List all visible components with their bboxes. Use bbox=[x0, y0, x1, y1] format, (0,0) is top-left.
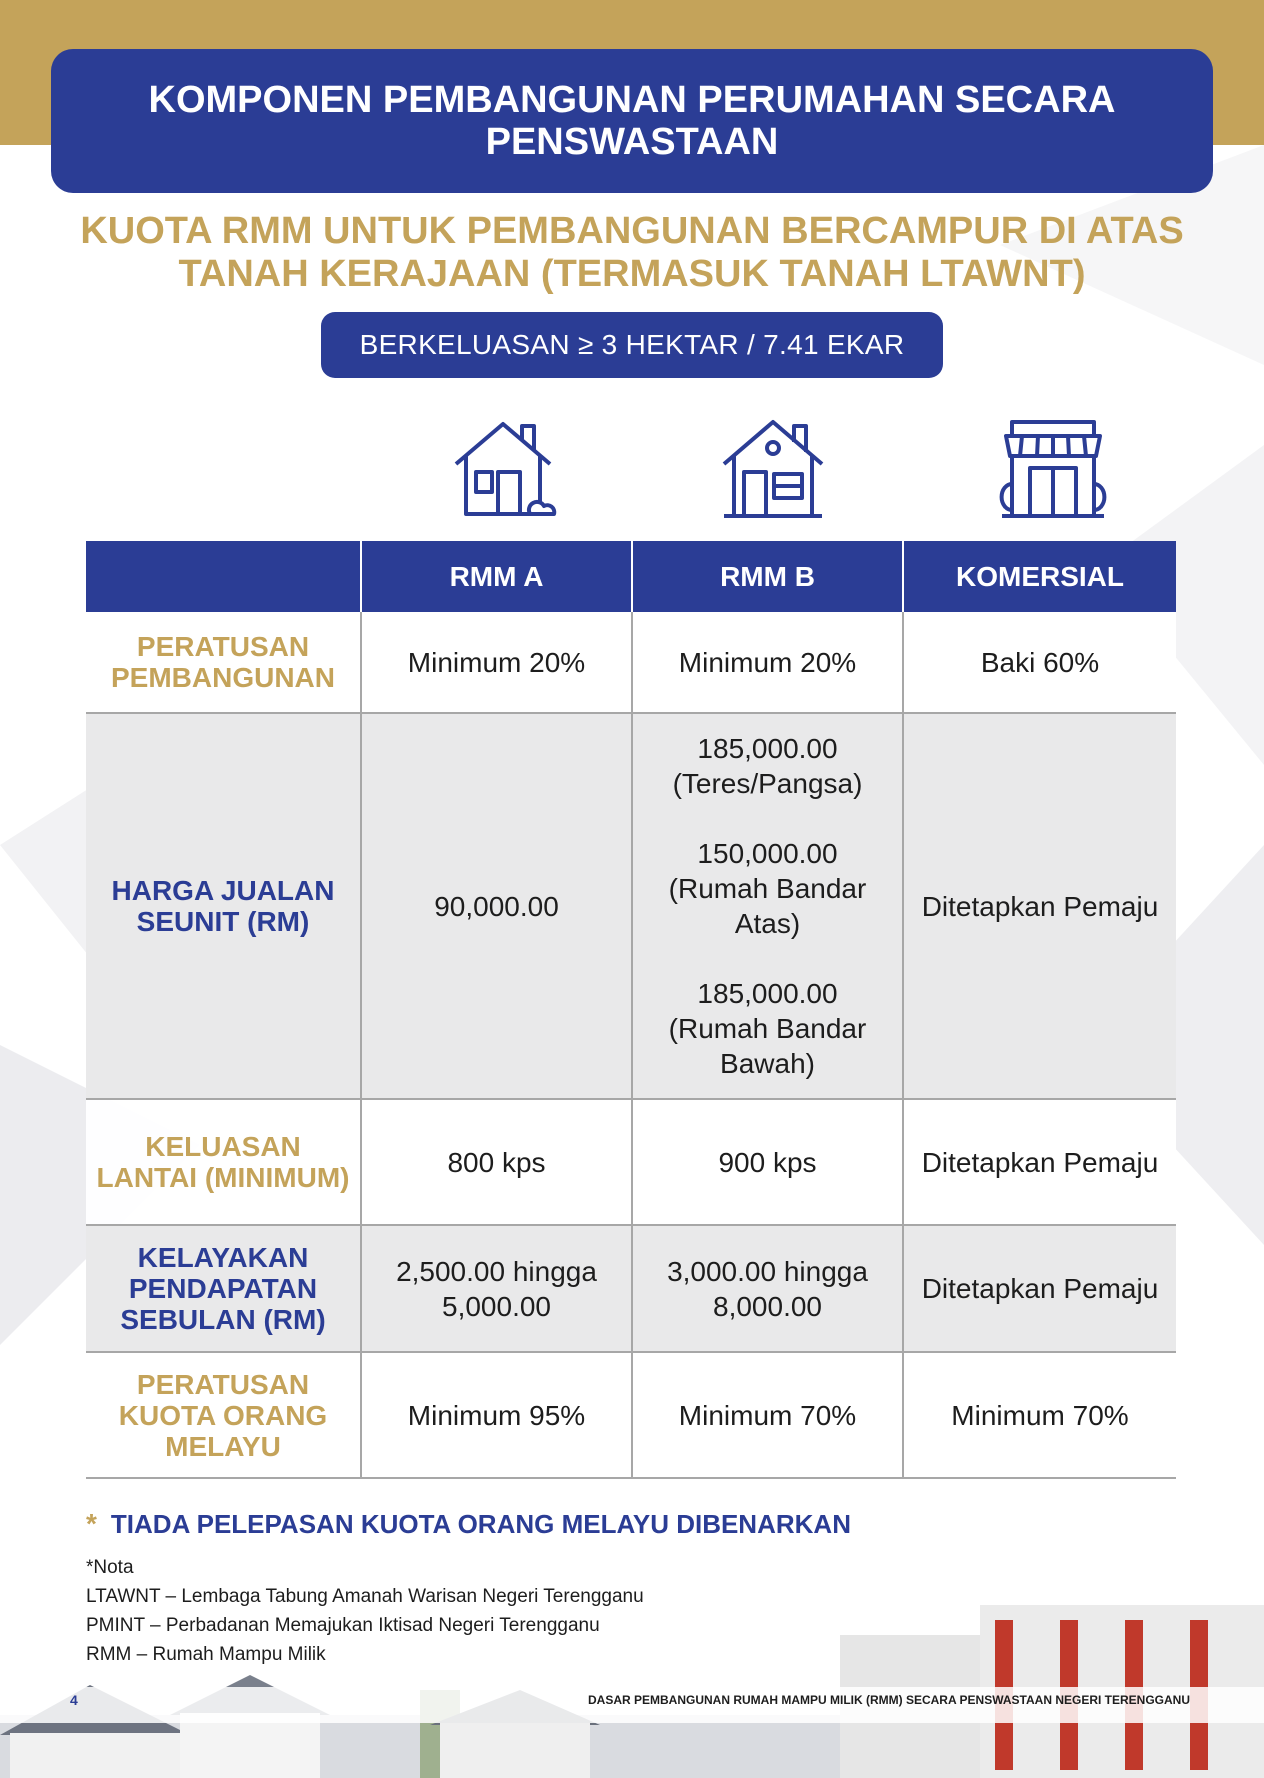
table-cell: Ditetapkan Pemaju bbox=[903, 713, 1176, 1099]
page-number: 4 bbox=[70, 1692, 78, 1708]
note-line: LTAWNT – Lembaga Tabung Amanah Warisan Negeri Terengganu bbox=[86, 1586, 644, 1607]
row-label: KELAYAKAN PENDAPATAN SEBULAN (RM) bbox=[86, 1225, 361, 1352]
table-cell: Minimum 70% bbox=[903, 1352, 1176, 1478]
page-title: KOMPONEN PEMBANGUNAN PERUMAHAN SECARA PENSWASTAAN bbox=[51, 49, 1213, 193]
table-row bbox=[86, 1225, 1176, 1352]
page-footer bbox=[70, 1688, 1190, 1712]
section-subtitle: KUOTA RMM UNTUK PEMBANGUNAN BERCAMPUR DI ATAS TANAH KERAJAAN (TERMASUK TANAH LTAWNT) bbox=[80, 210, 1184, 295]
table-row bbox=[86, 1099, 1176, 1225]
house-with-window-icon bbox=[718, 414, 828, 524]
table-cell: Minimum 95% bbox=[361, 1352, 632, 1478]
row-label: KELUASAN LANTAI (MINIMUM) bbox=[86, 1099, 361, 1225]
table-cell: 3,000.00 hingga 8,000.00 bbox=[632, 1225, 903, 1352]
table-cell: 800 kps bbox=[361, 1099, 632, 1225]
row-label: PERATUSAN PEMBANGUNAN bbox=[86, 612, 361, 713]
table-cell: Minimum 70% bbox=[632, 1352, 903, 1478]
header-komersial: KOMERSIAL bbox=[903, 541, 1176, 612]
note-line: PMINT – Perbadanan Memajukan Iktisad Negeri Terengganu bbox=[86, 1615, 600, 1636]
header-rmm-b: RMM B bbox=[632, 541, 903, 612]
house-icon bbox=[448, 414, 558, 524]
table-cell: Minimum 20% bbox=[632, 612, 903, 713]
table-cell: 90,000.00 bbox=[361, 713, 632, 1099]
table-cell: 900 kps bbox=[632, 1099, 903, 1225]
area-requirement-badge: BERKELUASAN ≥ 3 HEKTAR / 7.41 EKAR bbox=[321, 312, 943, 378]
table-cell: 185,000.00 (Teres/Pangsa) 150,000.00 (Rumah Bandar Atas) 185,000.00 (Rumah Bandar Bawah) bbox=[632, 713, 903, 1099]
table-cell: Ditetapkan Pemaju bbox=[903, 1225, 1176, 1352]
row-label: PERATUSAN KUOTA ORANG MELAYU bbox=[86, 1352, 361, 1478]
malay-quota-note-text: TIADA PELEPASAN KUOTA ORANG MELAYU DIBENARKAN bbox=[110, 1508, 851, 1539]
rmm-quota-table bbox=[86, 541, 1176, 1479]
row-label: HARGA JUALAN SEUNIT (RM) bbox=[86, 713, 361, 1099]
table-row bbox=[86, 1352, 1176, 1478]
table-cell: Baki 60% bbox=[903, 612, 1176, 713]
table-row bbox=[86, 612, 1176, 713]
shopfront-icon bbox=[998, 414, 1108, 524]
table-cell: Minimum 20% bbox=[361, 612, 632, 713]
malay-quota-note bbox=[86, 1508, 851, 1540]
header-rmm-a: RMM A bbox=[361, 541, 632, 612]
note-line: RMM – Rumah Mampu Milik bbox=[86, 1644, 326, 1665]
table-cell: Ditetapkan Pemaju bbox=[903, 1099, 1176, 1225]
footer-text: DASAR PEMBANGUNAN RUMAH MAMPU MILIK (RMM) SECARA PENSWASTAAN NEGERI TERENGGANU bbox=[588, 1693, 1190, 1707]
header-blank bbox=[86, 541, 361, 612]
notes-heading: *Nota bbox=[86, 1557, 134, 1578]
asterisk-icon: * bbox=[86, 1508, 97, 1539]
table-row bbox=[86, 713, 1176, 1099]
housing-illustration bbox=[0, 1595, 1264, 1778]
table-cell: 2,500.00 hingga 5,000.00 bbox=[361, 1225, 632, 1352]
table-header-row bbox=[86, 541, 1176, 612]
